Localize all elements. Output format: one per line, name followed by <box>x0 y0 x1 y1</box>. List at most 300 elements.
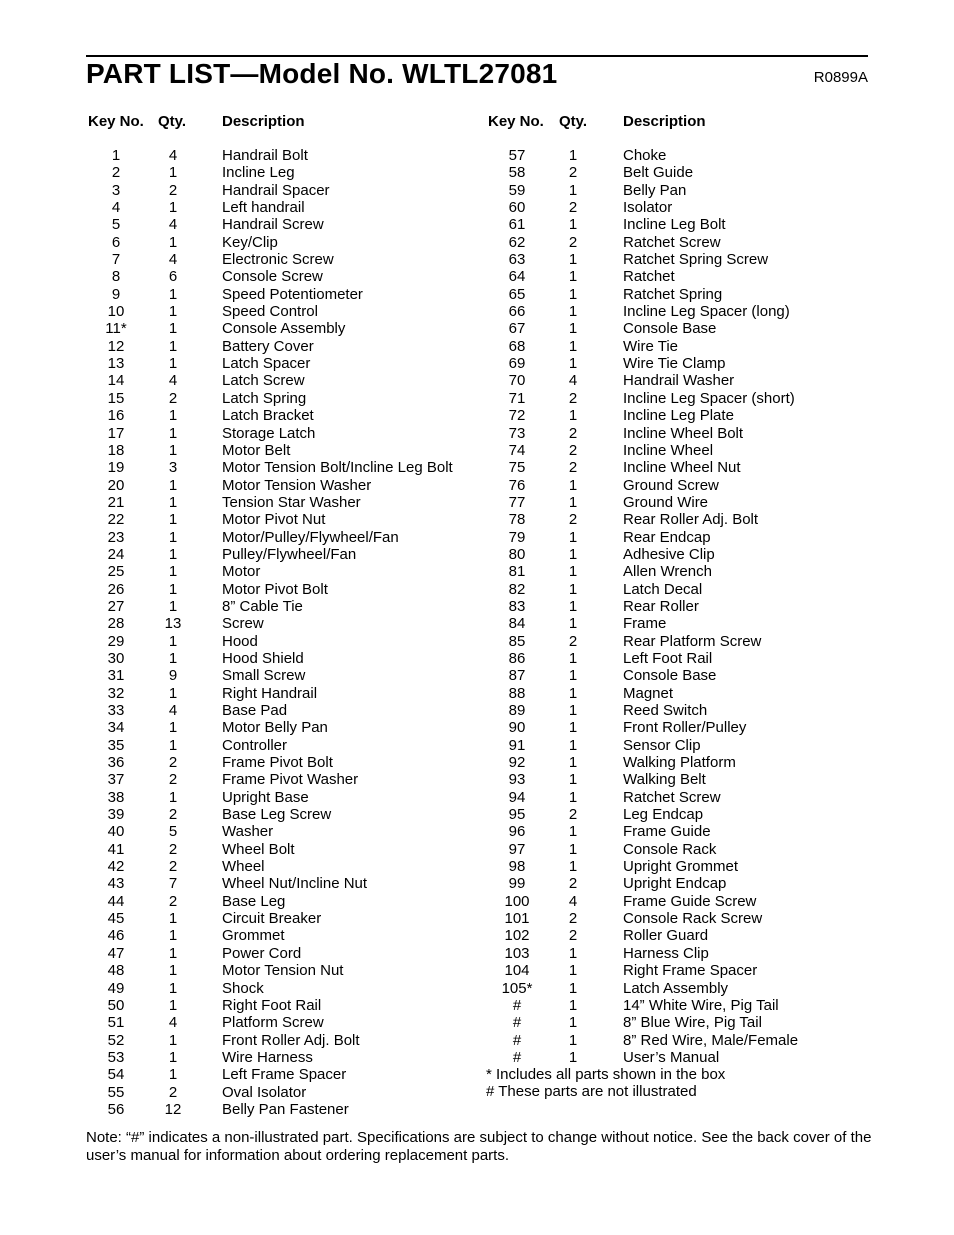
part-quantity: 1 <box>568 1048 578 1066</box>
part-quantity: 1 <box>168 684 178 702</box>
part-description: Motor Tension Washer <box>222 476 372 494</box>
part-key-number: 72 <box>508 407 526 425</box>
part-description: Ratchet <box>623 268 675 286</box>
part-key-number: 85 <box>508 632 526 650</box>
part-description: Base Leg Screw <box>222 806 332 824</box>
part-key-number: 97 <box>508 840 526 858</box>
part-row <box>0 529 954 546</box>
part-key-number: 31 <box>107 667 125 685</box>
part-description: Roller Guard <box>623 927 709 945</box>
part-description: Wheel <box>222 858 265 876</box>
part-quantity: 2 <box>168 840 178 858</box>
part-description: Motor <box>222 563 261 581</box>
part-description: Left Foot Rail <box>623 649 713 667</box>
part-quantity: 4 <box>568 892 578 910</box>
part-key-number: 17 <box>107 424 125 442</box>
part-description: Magnet <box>623 684 674 702</box>
part-row <box>0 320 954 337</box>
part-quantity: 1 <box>568 649 578 667</box>
part-quantity: 1 <box>168 199 178 217</box>
part-quantity: 1 <box>168 910 178 928</box>
part-row <box>0 234 954 251</box>
part-key-number: 94 <box>508 788 526 806</box>
part-row <box>0 581 954 598</box>
part-quantity: 2 <box>568 441 578 459</box>
part-description: Handrail Spacer <box>222 181 330 199</box>
part-row <box>0 546 954 563</box>
part-row <box>0 442 954 459</box>
part-description: Wire Tie <box>623 337 679 355</box>
part-description: Motor Belly Pan <box>222 719 328 737</box>
part-description: Walking Platform <box>623 754 736 772</box>
part-description: Wheel Bolt <box>222 840 295 858</box>
part-description: Upright Grommet <box>623 858 739 876</box>
part-key-number: 48 <box>107 962 125 980</box>
part-key-number: 16 <box>107 407 125 425</box>
part-row <box>0 1049 954 1066</box>
part-quantity: 1 <box>568 788 578 806</box>
part-key-number: 9 <box>111 285 121 303</box>
part-row <box>0 893 954 910</box>
part-key-number: 38 <box>107 788 125 806</box>
part-description: Right Foot Rail <box>222 996 322 1014</box>
part-row <box>0 962 954 979</box>
part-quantity: 2 <box>568 424 578 442</box>
part-key-number: 105* <box>501 979 533 997</box>
part-description: Washer <box>222 823 274 841</box>
part-row <box>0 1084 477 1101</box>
part-key-number: 55 <box>107 1083 125 1101</box>
part-quantity: 1 <box>568 268 578 286</box>
part-quantity: 1 <box>568 684 578 702</box>
part-row <box>0 268 954 285</box>
part-row <box>0 927 954 944</box>
part-key-number: 61 <box>508 216 526 234</box>
part-quantity: 1 <box>168 164 178 182</box>
part-key-number: # <box>512 996 522 1014</box>
part-quantity: 1 <box>568 181 578 199</box>
part-key-number: 19 <box>107 459 125 477</box>
part-key-number: 13 <box>107 355 125 373</box>
header-description-right: Description <box>623 113 706 130</box>
part-quantity: 1 <box>568 719 578 737</box>
footnote-not-illustrated: # These parts are not illustrated <box>486 1083 697 1100</box>
part-quantity: 1 <box>568 355 578 373</box>
part-quantity: 1 <box>568 962 578 980</box>
part-key-number: 5 <box>111 216 121 234</box>
part-description: 14” White Wire, Pig Tail <box>623 996 779 1014</box>
part-quantity: 2 <box>168 858 178 876</box>
part-description: Power Cord <box>222 944 302 962</box>
part-quantity: 1 <box>568 528 578 546</box>
part-description: Incline Wheel Nut <box>623 459 741 477</box>
part-quantity: 1 <box>168 962 178 980</box>
part-description: Console Rack <box>623 840 717 858</box>
part-quantity: 1 <box>168 303 178 321</box>
part-quantity: 1 <box>168 320 178 338</box>
part-row <box>0 910 954 927</box>
part-row <box>0 1101 477 1118</box>
part-row <box>0 147 954 164</box>
part-quantity: 2 <box>168 181 178 199</box>
part-quantity: 2 <box>168 1083 178 1101</box>
part-key-number: 104 <box>504 962 530 980</box>
part-key-number: 34 <box>107 719 125 737</box>
part-row <box>0 615 954 632</box>
part-key-number: # <box>512 1048 522 1066</box>
part-description: Incline Leg Bolt <box>623 216 726 234</box>
part-quantity: 1 <box>168 1048 178 1066</box>
part-description: Allen Wrench <box>623 563 712 581</box>
part-quantity: 1 <box>168 719 178 737</box>
part-row <box>0 1014 954 1031</box>
part-description: Latch Bracket <box>222 407 314 425</box>
part-description: Handrail Bolt <box>222 147 308 164</box>
part-key-number: 12 <box>107 337 125 355</box>
part-quantity: 1 <box>168 632 178 650</box>
part-quantity: 2 <box>168 389 178 407</box>
part-description: Wheel Nut/Incline Nut <box>222 875 368 893</box>
part-key-number: 64 <box>508 268 526 286</box>
part-description: Motor Tension Nut <box>222 962 344 980</box>
part-key-number: 6 <box>111 233 121 251</box>
part-key-number: 46 <box>107 927 125 945</box>
part-description: Front Roller Adj. Bolt <box>222 1031 360 1049</box>
part-description: Storage Latch <box>222 424 316 442</box>
part-quantity: 12 <box>164 1100 182 1118</box>
part-row <box>0 494 954 511</box>
part-quantity: 1 <box>168 528 178 546</box>
part-description: Leg Endcap <box>623 806 704 824</box>
part-row <box>0 823 954 840</box>
part-key-number: 25 <box>107 563 125 581</box>
part-row <box>0 216 954 233</box>
part-row <box>0 858 954 875</box>
part-quantity: 1 <box>168 1066 178 1084</box>
part-row <box>0 789 954 806</box>
part-key-number: 14 <box>107 372 125 390</box>
part-key-number: 70 <box>508 372 526 390</box>
part-key-number: 71 <box>508 389 526 407</box>
part-description: Incline Wheel Bolt <box>623 424 744 442</box>
part-row <box>0 1066 477 1083</box>
part-quantity: 1 <box>168 563 178 581</box>
part-row <box>0 372 954 389</box>
part-quantity: 1 <box>568 1031 578 1049</box>
part-key-number: 65 <box>508 285 526 303</box>
part-key-number: 44 <box>107 892 125 910</box>
part-key-number: 35 <box>107 736 125 754</box>
part-key-number: 20 <box>107 476 125 494</box>
part-description: Frame <box>623 615 667 633</box>
part-key-number: 3 <box>111 181 121 199</box>
part-description: Ground Wire <box>623 493 709 511</box>
part-row <box>0 511 954 528</box>
part-description: Rear Roller Adj. Bolt <box>623 511 759 529</box>
part-key-number: 49 <box>107 979 125 997</box>
part-key-number: 21 <box>107 493 125 511</box>
part-row <box>0 199 954 216</box>
part-description: Latch Decal <box>623 580 703 598</box>
part-quantity: 6 <box>168 268 178 286</box>
part-description: Latch Spring <box>222 389 307 407</box>
part-key-number: 79 <box>508 528 526 546</box>
part-key-number: 88 <box>508 684 526 702</box>
part-row <box>0 875 954 892</box>
part-quantity: 1 <box>568 545 578 563</box>
part-description: Screw <box>222 615 264 633</box>
part-description: Shock <box>222 979 264 997</box>
part-description: Rear Roller <box>623 597 699 615</box>
part-key-number: 57 <box>508 147 526 164</box>
part-key-number: 66 <box>508 303 526 321</box>
part-key-number: 45 <box>107 910 125 928</box>
part-description: Belly Pan Fastener <box>222 1100 349 1118</box>
part-quantity: 3 <box>168 459 178 477</box>
part-quantity: 4 <box>168 251 178 269</box>
part-key-number: 93 <box>508 771 526 789</box>
part-key-number: 42 <box>107 858 125 876</box>
part-key-number: 69 <box>508 355 526 373</box>
part-key-number: 39 <box>107 806 125 824</box>
part-quantity: 1 <box>168 476 178 494</box>
part-quantity: 1 <box>168 979 178 997</box>
part-description: Ratchet Screw <box>623 233 721 251</box>
part-key-number: 33 <box>107 702 125 719</box>
part-description: Adhesive Clip <box>623 545 715 563</box>
part-key-number: 80 <box>508 545 526 563</box>
part-description: Walking Belt <box>623 771 706 789</box>
part-quantity: 2 <box>168 771 178 789</box>
part-quantity: 2 <box>568 806 578 824</box>
part-description: Console Base <box>623 320 717 338</box>
part-key-number: 27 <box>107 597 125 615</box>
part-row <box>0 771 954 788</box>
part-quantity: 1 <box>568 840 578 858</box>
part-quantity: 1 <box>168 996 178 1014</box>
part-key-number: 62 <box>508 233 526 251</box>
part-description: Motor Belt <box>222 441 291 459</box>
part-description: Upright Endcap <box>623 875 727 893</box>
part-key-number: 81 <box>508 563 526 581</box>
part-description: Latch Assembly <box>623 979 729 997</box>
part-row <box>0 477 954 494</box>
part-key-number: 74 <box>508 441 526 459</box>
part-quantity: 9 <box>168 667 178 685</box>
part-description: Front Roller/Pulley <box>623 719 747 737</box>
part-row <box>0 164 954 181</box>
part-description: Tension Star Washer <box>222 493 361 511</box>
part-description: Latch Screw <box>222 372 305 390</box>
part-row <box>0 841 954 858</box>
part-key-number: 1 <box>111 147 121 164</box>
part-quantity: 1 <box>168 580 178 598</box>
part-row <box>0 425 954 442</box>
part-quantity: 2 <box>568 389 578 407</box>
part-key-number: 4 <box>111 199 121 217</box>
part-description: Frame Guide <box>623 823 711 841</box>
header-key-no-left: Key No. <box>88 113 144 130</box>
part-key-number: 98 <box>508 858 526 876</box>
part-quantity: 7 <box>168 875 178 893</box>
part-key-number: 103 <box>504 944 530 962</box>
part-quantity: 1 <box>168 441 178 459</box>
part-key-number: 10 <box>107 303 125 321</box>
part-description: Ratchet Spring <box>623 285 723 303</box>
part-row <box>0 338 954 355</box>
part-quantity: 1 <box>168 493 178 511</box>
part-row <box>0 997 954 1014</box>
part-row <box>0 737 954 754</box>
part-quantity: 1 <box>168 944 178 962</box>
part-quantity: 1 <box>568 615 578 633</box>
part-key-number: 84 <box>508 615 526 633</box>
part-description: Motor Pivot Bolt <box>222 580 328 598</box>
part-quantity: 1 <box>168 927 178 945</box>
footer-note: Note: “#” indicates a non-illustrated part. Specifications are subject to change without notice. See the back cover of the user’s manual for information about ordering replacement parts. <box>86 1129 872 1164</box>
part-description: 8” Red Wire, Male/Female <box>623 1031 799 1049</box>
part-key-number: 73 <box>508 424 526 442</box>
part-key-number: 53 <box>107 1048 125 1066</box>
part-key-number: 28 <box>107 615 125 633</box>
part-quantity: 1 <box>568 597 578 615</box>
part-description: Left handrail <box>222 199 305 217</box>
part-key-number: 89 <box>508 702 526 719</box>
part-row <box>0 251 954 268</box>
part-quantity: 1 <box>568 823 578 841</box>
part-description: Circuit Breaker <box>222 910 322 928</box>
part-row <box>0 182 954 199</box>
part-quantity: 1 <box>568 979 578 997</box>
part-description: Right Handrail <box>222 684 318 702</box>
part-description: Speed Control <box>222 303 318 321</box>
part-quantity: 1 <box>568 251 578 269</box>
part-key-number: 15 <box>107 389 125 407</box>
part-quantity: 2 <box>168 806 178 824</box>
header-description-left: Description <box>222 113 305 130</box>
part-quantity: 1 <box>168 233 178 251</box>
part-description: Ground Screw <box>623 476 719 494</box>
part-quantity: 4 <box>568 372 578 390</box>
part-description: Small Screw <box>222 667 306 685</box>
part-quantity: 1 <box>168 545 178 563</box>
part-quantity: 1 <box>168 424 178 442</box>
part-quantity: 4 <box>168 372 178 390</box>
part-description: Left Frame Spacer <box>222 1066 347 1084</box>
part-quantity: 2 <box>168 892 178 910</box>
part-description: Base Pad <box>222 702 288 719</box>
part-quantity: 2 <box>568 199 578 217</box>
part-description: Key/Clip <box>222 233 278 251</box>
part-row <box>0 459 954 476</box>
part-key-number: 59 <box>508 181 526 199</box>
part-key-number: 78 <box>508 511 526 529</box>
part-key-number: 87 <box>508 667 526 685</box>
part-key-number: 51 <box>107 1014 125 1032</box>
part-key-number: 32 <box>107 684 125 702</box>
part-quantity: 4 <box>168 1014 178 1032</box>
part-quantity: 1 <box>568 285 578 303</box>
part-description: User’s Manual <box>623 1048 720 1066</box>
part-quantity: 1 <box>168 788 178 806</box>
part-description: 8” Cable Tie <box>222 597 303 615</box>
part-description: Console Assembly <box>222 320 346 338</box>
part-description: Pulley/Flywheel/Fan <box>222 545 357 563</box>
part-quantity: 2 <box>168 754 178 772</box>
part-description: Belly Pan <box>623 181 687 199</box>
part-row <box>0 702 954 719</box>
part-description: Wire Harness <box>222 1048 313 1066</box>
part-key-number: 68 <box>508 337 526 355</box>
part-description: Upright Base <box>222 788 309 806</box>
part-key-number: 60 <box>508 199 526 217</box>
part-description: Incline Leg Spacer (short) <box>623 389 795 407</box>
part-key-number: 47 <box>107 944 125 962</box>
part-quantity: 1 <box>568 736 578 754</box>
part-quantity: 1 <box>568 771 578 789</box>
part-description: Right Frame Spacer <box>623 962 758 980</box>
part-quantity: 1 <box>168 597 178 615</box>
part-key-number: 77 <box>508 493 526 511</box>
part-quantity: 1 <box>568 1014 578 1032</box>
document-code: R0899A <box>813 69 868 86</box>
part-key-number: 52 <box>107 1031 125 1049</box>
part-description: Incline Wheel <box>623 441 714 459</box>
part-description: Grommet <box>222 927 285 945</box>
part-key-number: 95 <box>508 806 526 824</box>
part-quantity: 2 <box>568 511 578 529</box>
part-key-number: 56 <box>107 1100 125 1118</box>
part-description: Ratchet Spring Screw <box>623 251 769 269</box>
part-key-number: 29 <box>107 632 125 650</box>
part-description: Controller <box>222 736 288 754</box>
part-row <box>0 667 954 684</box>
part-row <box>0 806 954 823</box>
part-description: Platform Screw <box>222 1014 324 1032</box>
part-quantity: 1 <box>568 337 578 355</box>
part-key-number: 11* <box>105 320 127 338</box>
part-description: Battery Cover <box>222 337 314 355</box>
top-rule <box>86 55 868 57</box>
part-description: Frame Guide Screw <box>623 892 757 910</box>
part-description: Console Rack Screw <box>623 910 763 928</box>
part-description: Incline Leg Spacer (long) <box>623 303 790 321</box>
part-key-number: # <box>512 1031 522 1049</box>
part-row <box>0 390 954 407</box>
part-key-number: 41 <box>107 840 125 858</box>
part-description: 8” Blue Wire, Pig Tail <box>623 1014 762 1032</box>
part-quantity: 4 <box>168 216 178 234</box>
part-description: Reed Switch <box>623 702 708 719</box>
part-quantity: 1 <box>568 667 578 685</box>
page-title: PART LIST—Model No. WLTL27081 <box>86 58 558 89</box>
part-description: Hood Shield <box>222 649 304 667</box>
part-description: Speed Potentiometer <box>222 285 363 303</box>
part-description: Motor/Pulley/Flywheel/Fan <box>222 528 399 546</box>
part-description: Choke <box>623 147 667 164</box>
part-quantity: 1 <box>568 216 578 234</box>
part-quantity: 1 <box>568 407 578 425</box>
part-quantity: 1 <box>168 407 178 425</box>
part-key-number: 40 <box>107 823 125 841</box>
part-key-number: 22 <box>107 511 125 529</box>
part-key-number: 101 <box>504 910 530 928</box>
part-key-number: 99 <box>508 875 526 893</box>
part-quantity: 1 <box>568 303 578 321</box>
part-key-number: 63 <box>508 251 526 269</box>
part-description: Harness Clip <box>623 944 709 962</box>
part-row <box>0 754 954 771</box>
